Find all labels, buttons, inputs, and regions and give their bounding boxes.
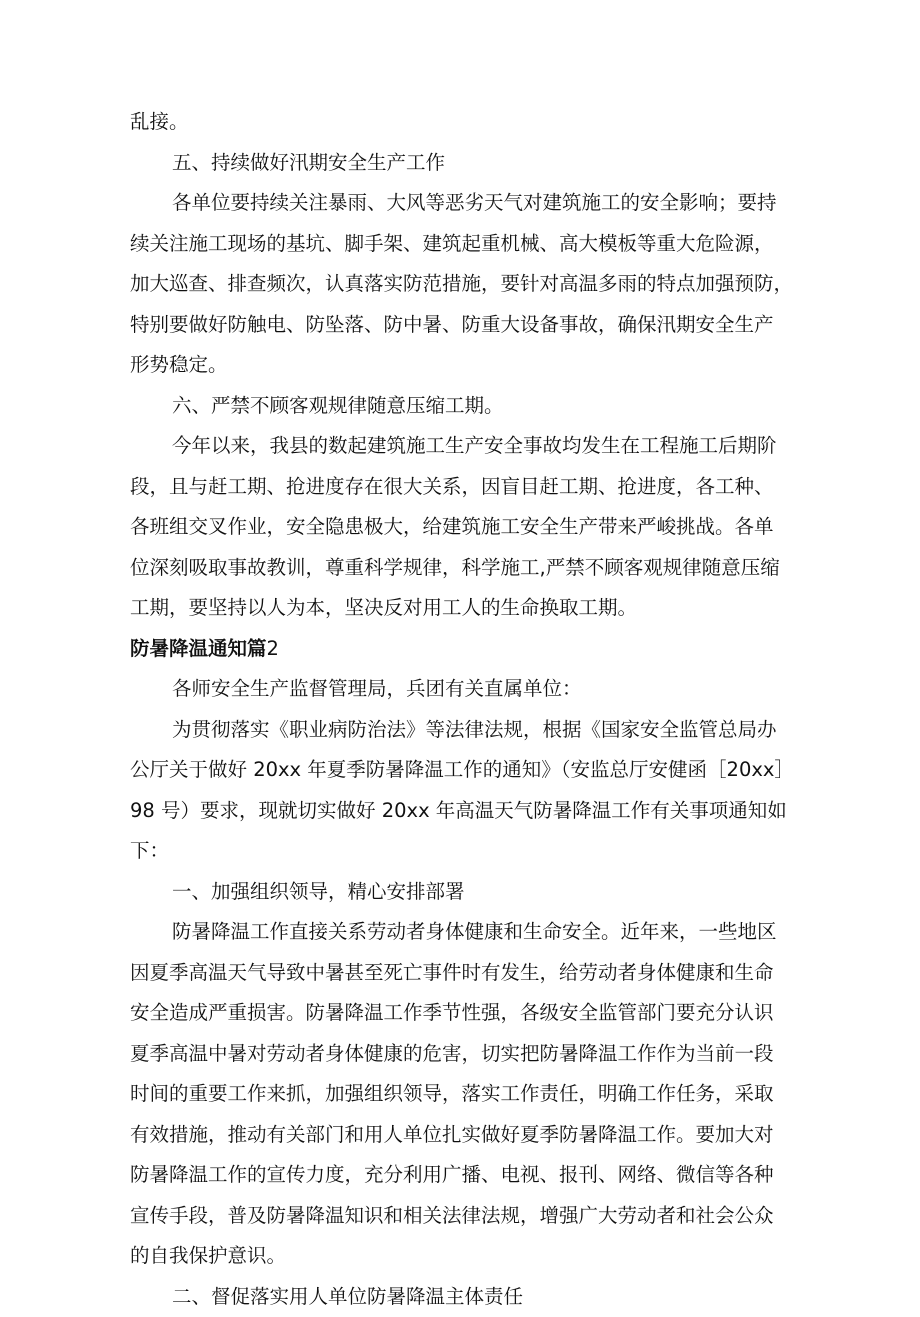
paragraph-line: 工期，要坚持以人为本，坚决反对用工人的生命换取工期。 (130, 588, 810, 629)
paragraph-line: 时间的重要工作来抓，加强组织领导，落实工作责任，明确工作任务，采取 (130, 1074, 810, 1115)
document-body (130, 102, 810, 1317)
paragraph-line: 夏季高温中暑对劳动者身体健康的危害，切实把防暑降温工作作为当前一段 (130, 1034, 810, 1075)
paragraph-line: 下： (130, 831, 810, 872)
paragraph-line: 段，且与赶工期、抢进度存在很大关系，因盲目赶工期、抢进度，各工种、 (130, 467, 810, 508)
section-heading-2: 二、督促落实用人单位防暑降温主体责任 (130, 1277, 810, 1317)
section-heading-6: 六、严禁不顾客观规律随意压缩工期。 (130, 386, 810, 427)
paragraph-line: 的自我保护意识。 (130, 1236, 810, 1277)
article-heading-title: 防暑降温通知篇 (130, 637, 267, 660)
paragraph-line: 特别要做好防触电、防坠落、防中暑、防重大设备事故，确保汛期安全生产 (130, 305, 810, 346)
paragraph-line: 续关注施工现场的基坑、脚手架、建筑起重机械、高大模板等重大危险源， (130, 224, 810, 265)
paragraph-line: 各班组交叉作业，安全隐患极大，给建筑施工安全生产带来严峻挑战。各单 (130, 507, 810, 548)
paragraph-line: 宣传手段，普及防暑降温知识和相关法律法规，增强广大劳动者和社会公众 (130, 1196, 810, 1237)
salutation-line: 各师安全生产监督管理局，兵团有关直属单位： (130, 669, 810, 710)
paragraph-line: 防暑降温工作的宣传力度，充分利用广播、电视、报刊、网络、微信等各种 (130, 1155, 810, 1196)
article-heading-number: 2 (267, 637, 279, 660)
paragraph-line: 防暑降温工作直接关系劳动者身体健康和生命安全。近年来，一些地区 (130, 912, 810, 953)
paragraph-line: 乱接。 (130, 102, 810, 143)
paragraph-line: 为贯彻落实《职业病防治法》等法律法规，根据《国家安全监管总局办 (130, 710, 810, 751)
paragraph-line: 各单位要持续关注暴雨、大风等恶劣天气对建筑施工的安全影响；要持 (130, 183, 810, 224)
paragraph-line: 今年以来，我县的数起建筑施工生产安全事故均发生在工程施工后期阶 (130, 426, 810, 467)
paragraph-line: 98 号）要求，现就切实做好 20xx 年高温天气防暑降温工作有关事项通知如 (130, 791, 810, 832)
section-heading-1: 一、加强组织领导，精心安排部署 (130, 872, 810, 913)
paragraph-line: 公厅关于做好 20xx 年夏季防暑降温工作的通知》（安监总厅安健函［20xx］ (130, 750, 810, 791)
section-heading-5: 五、持续做好汛期安全生产工作 (130, 143, 810, 184)
paragraph-line: 加大巡查、排查频次，认真落实防范措施，要针对高温多雨的特点加强预防， (130, 264, 810, 305)
paragraph-line: 位深刻吸取事故教训，尊重科学规律，科学施工,严禁不顾客观规律随意压缩 (130, 548, 810, 589)
paragraph-line: 形势稳定。 (130, 345, 810, 386)
paragraph-line: 安全造成严重损害。防暑降温工作季节性强，各级安全监管部门要充分认识 (130, 993, 810, 1034)
paragraph-line: 有效措施，推动有关部门和用人单位扎实做好夏季防暑降温工作。要加大对 (130, 1115, 810, 1156)
paragraph-line: 因夏季高温天气导致中暑甚至死亡事件时有发生，给劳动者身体健康和生命 (130, 953, 810, 994)
article-heading (130, 629, 810, 670)
